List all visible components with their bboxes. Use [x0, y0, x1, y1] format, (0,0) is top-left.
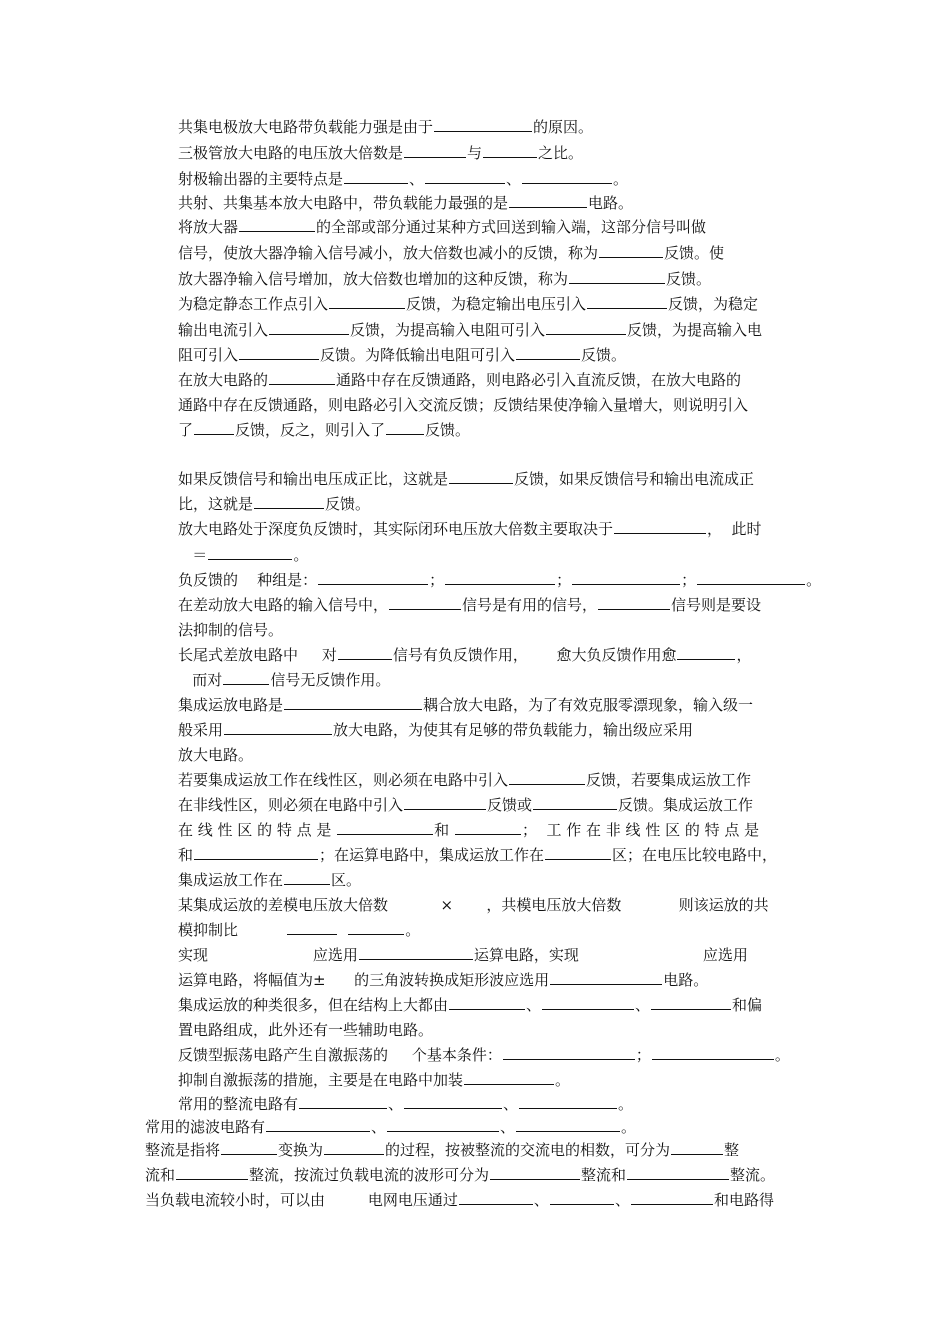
text-line: [178, 469, 754, 489]
line-text: 信号，使放大器净输入信号减小，放大倍数也减小的反馈，称为: [178, 244, 599, 262]
line-text: 运算电路，实现 应选用: [473, 946, 748, 964]
fill-in-blank[interactable]: [627, 1165, 729, 1180]
line-text: 集成运放工作在: [178, 871, 284, 889]
fill-in-blank[interactable]: [490, 1165, 580, 1180]
fill-in-blank[interactable]: [516, 1117, 620, 1132]
fill-in-blank[interactable]: [509, 770, 585, 785]
fill-in-blank[interactable]: [533, 795, 617, 810]
line-text: ；: [556, 571, 572, 589]
line-text: 电路。: [663, 971, 709, 989]
line-text: 射极输出器的主要特点是: [178, 170, 344, 188]
line-text: 与: [467, 144, 483, 162]
text-line: [178, 995, 762, 1015]
fill-in-blank[interactable]: [324, 1140, 384, 1155]
line-text: 如果反馈信号和输出电压成正比，这就是: [178, 470, 449, 488]
line-text: 。: [806, 571, 822, 589]
fill-in-blank[interactable]: [239, 345, 319, 360]
text-line: [178, 243, 724, 263]
line-text: 、: [506, 170, 522, 188]
line-text: 区。: [331, 871, 362, 889]
line-text: 某集成运放的差模电压放大倍数 × ，共模电压放大倍数 则该运放的共: [178, 896, 769, 914]
line-text: 常用的整流电路有: [178, 1095, 299, 1113]
text-line: [178, 420, 470, 440]
fill-in-blank[interactable]: [284, 695, 422, 710]
line-text: 置电路组成，此外还有一些辅助电路。: [178, 1021, 434, 1039]
line-text: 信号是有用的信号，: [462, 596, 598, 614]
fill-in-blank[interactable]: [631, 1190, 713, 1205]
text-line: [178, 294, 758, 314]
text-line: [178, 720, 693, 740]
fill-in-blank[interactable]: [254, 494, 324, 509]
fill-in-blank[interactable]: [318, 570, 428, 585]
line-text: 、: [500, 1118, 516, 1136]
fill-in-blank[interactable]: [671, 1140, 723, 1155]
line-text: 整流和: [581, 1166, 627, 1184]
line-text: 反馈。: [425, 421, 471, 439]
fill-in-blank[interactable]: [404, 143, 466, 158]
text-line: [178, 970, 708, 990]
line-text: 、: [526, 996, 542, 1014]
line-text: 区；在电压比较电路中，: [612, 846, 778, 864]
text-line: [178, 620, 283, 640]
fill-in-blank[interactable]: [483, 143, 537, 158]
line-text: 整流。: [730, 1166, 776, 1184]
text-line: [178, 269, 711, 289]
text-line: [178, 320, 762, 340]
fill-in-blank[interactable]: [425, 169, 505, 184]
line-text: 实现 应选用: [178, 946, 358, 964]
fill-in-blank[interactable]: [239, 217, 315, 232]
line-text: 反馈。: [666, 270, 712, 288]
fill-in-blank[interactable]: [449, 995, 525, 1010]
fill-in-blank[interactable]: [550, 970, 662, 985]
line-text: 反馈，为稳定: [668, 295, 759, 313]
line-text: [338, 921, 348, 939]
text-line: [178, 670, 390, 690]
fill-in-blank[interactable]: [389, 595, 461, 610]
fill-in-blank[interactable]: [284, 870, 330, 885]
line-text: 的全部或部分通过某种方式回送到输入端，这部分信号叫做: [316, 218, 707, 236]
line-text: 放大电路处于深度负反馈时，其实际闭环电压放大倍数主要取决于: [178, 520, 614, 538]
fill-in-blank[interactable]: [224, 720, 332, 735]
fill-in-blank[interactable]: [269, 370, 335, 385]
line-text: 反馈型振荡电路产生自激振荡的 个基本条件：: [178, 1046, 502, 1064]
fill-in-blank[interactable]: [652, 1045, 774, 1060]
fill-in-blank[interactable]: [445, 570, 555, 585]
line-text: 电路。: [588, 194, 634, 212]
line-text: 反馈。集成运放工作: [618, 796, 754, 814]
line-text: 的过程，按被整流的交流电的相数，可分为: [385, 1141, 671, 1159]
line-text: 、: [635, 996, 651, 1014]
line-text: 放大电路。: [178, 746, 254, 764]
line-text: ； 工 作 在 非 线 性 区 的 特 点 是: [521, 821, 760, 839]
line-text: 当负载电流较小时，可以由 电网电压通过: [145, 1191, 458, 1209]
fill-in-blank[interactable]: [569, 269, 665, 284]
line-text: ，: [736, 646, 752, 664]
fill-in-blank[interactable]: [545, 845, 611, 860]
fill-in-blank[interactable]: [208, 545, 292, 560]
fill-in-blank[interactable]: [386, 420, 424, 435]
fill-in-blank[interactable]: [697, 570, 805, 585]
text-line: [178, 645, 751, 665]
fill-in-blank[interactable]: [344, 169, 408, 184]
text-line: [178, 920, 420, 940]
line-text: 般采用: [178, 721, 224, 739]
line-text: 和电路得: [713, 1191, 774, 1209]
line-text: 变换为: [278, 1141, 324, 1159]
fill-in-blank[interactable]: [651, 995, 731, 1010]
line-text: 信号无反馈作用。: [270, 671, 391, 689]
line-text: 模抑制比: [178, 921, 286, 939]
fill-in-blank[interactable]: [503, 1045, 635, 1060]
line-text: 整流，按流过负载电流的波形可分为: [249, 1166, 490, 1184]
line-text: 为稳定静态工作点引入: [178, 295, 329, 313]
text-line: [178, 895, 769, 915]
line-text: 放大电路，为使其有足够的带负载能力，输出级应采用: [333, 721, 694, 739]
line-text: 反馈，若要集成运放工作: [586, 771, 752, 789]
line-text: 通路中存在反馈通路，则电路必引入直流反馈，在放大电路的: [336, 371, 742, 389]
text-line: [178, 143, 583, 163]
line-text: 反馈或: [487, 796, 533, 814]
fill-in-blank[interactable]: [572, 570, 680, 585]
line-text: 和偏: [732, 996, 763, 1014]
line-text: 集成运放的种类很多，但在结构上大都由: [178, 996, 449, 1014]
fill-in-blank[interactable]: [614, 519, 706, 534]
line-text: 将放大器: [178, 218, 239, 236]
line-text: ；: [635, 1046, 651, 1064]
fill-in-blank[interactable]: [359, 945, 473, 960]
line-text: 反馈。使: [664, 244, 725, 262]
line-text: 而对: [178, 671, 223, 689]
line-text: 和: [178, 846, 194, 864]
fill-in-blank[interactable]: [194, 845, 318, 860]
text-line: [178, 345, 626, 365]
text-line: [178, 519, 762, 539]
fill-in-blank[interactable]: [519, 1094, 617, 1109]
line-text: 信号有负反馈作用， 愈大负反馈作用愈: [392, 646, 677, 664]
text-line: [178, 117, 593, 137]
fill-in-blank[interactable]: [299, 1094, 387, 1109]
line-text: 反馈，如果反馈信号和输出电流成正: [514, 470, 755, 488]
fill-in-blank[interactable]: [221, 1140, 277, 1155]
fill-in-blank[interactable]: [269, 320, 349, 335]
line-text: 。: [621, 1118, 637, 1136]
line-text: 在 线 性 区 的 特 点 是: [178, 821, 337, 839]
line-text: 反馈，为提高输入电: [627, 321, 763, 339]
fill-in-blank[interactable]: [194, 420, 234, 435]
text-line: [178, 595, 761, 615]
line-text: 。: [774, 1046, 790, 1064]
fill-in-blank[interactable]: [455, 820, 521, 835]
line-text: 若要集成运放工作在线性区，则必须在电路中引入: [178, 771, 509, 789]
line-text: 。: [618, 1095, 634, 1113]
line-text: 三极管放大电路的电压放大倍数是: [178, 144, 404, 162]
fill-in-blank[interactable]: [522, 169, 612, 184]
line-text: 、: [371, 1118, 387, 1136]
fill-in-blank[interactable]: [434, 117, 532, 132]
fill-in-blank[interactable]: [266, 1117, 370, 1132]
text-line: [178, 395, 748, 415]
fill-in-blank[interactable]: [550, 1190, 614, 1205]
line-text: 之比。: [538, 144, 584, 162]
line-text: 放大器净输入信号增加，放大倍数也增加的这种反馈，称为: [178, 270, 569, 288]
line-text: 。: [293, 546, 309, 564]
line-text: 、: [388, 1095, 404, 1113]
fill-in-blank[interactable]: [587, 294, 667, 309]
fill-in-blank[interactable]: [287, 920, 337, 935]
line-text: 、: [409, 170, 425, 188]
text-line: [145, 1165, 775, 1185]
line-text: 了: [178, 421, 194, 439]
text-line: [178, 545, 308, 565]
line-text: 共射、共集基本放大电路中，带负载能力最强的是: [178, 194, 509, 212]
text-line: [178, 494, 370, 514]
line-text: 、: [533, 1191, 549, 1209]
text-line: [178, 795, 753, 815]
line-text: 整流是指将: [145, 1141, 221, 1159]
text-line: [145, 1140, 739, 1160]
line-text: 输出电流引入: [178, 321, 269, 339]
text-line: [178, 1094, 633, 1114]
text-line: [145, 1190, 774, 1210]
text-line: [178, 845, 777, 865]
line-text: 在非线性区，则必须在电路中引入: [178, 796, 404, 814]
fill-in-blank[interactable]: [404, 1094, 502, 1109]
fill-in-blank[interactable]: [449, 469, 513, 484]
text-line: [178, 770, 751, 790]
line-text: ；在运算电路中，集成运放工作在: [319, 846, 545, 864]
fill-in-blank[interactable]: [516, 345, 580, 360]
line-text: 反馈，为稳定输出电压引入: [406, 295, 587, 313]
text-line: [178, 820, 759, 840]
line-text: 比，这就是: [178, 495, 254, 513]
line-text: 流和: [145, 1166, 176, 1184]
fill-in-blank[interactable]: [387, 1117, 499, 1132]
fill-in-blank[interactable]: [329, 294, 405, 309]
line-text: 负反馈的 种组是：: [178, 571, 318, 589]
fill-in-blank[interactable]: [599, 243, 663, 258]
text-line: [145, 1117, 636, 1137]
text-line: [178, 1070, 570, 1090]
line-text: 、: [503, 1095, 519, 1113]
line-text: 共集电极放大电路带负载能力强是由于: [178, 118, 434, 136]
text-line: [178, 870, 361, 890]
line-text: 反馈，反之，则引入了: [235, 421, 386, 439]
text-line: [178, 570, 821, 590]
text-line: [178, 169, 628, 189]
fill-in-blank[interactable]: [404, 795, 486, 810]
line-text: 长尾式差放电路中 对: [178, 646, 337, 664]
fill-in-blank[interactable]: [677, 645, 735, 660]
fill-in-blank[interactable]: [598, 595, 670, 610]
line-text: 运算电路，将幅值为± 的三角波转换成矩形波应选用: [178, 971, 550, 989]
fill-in-blank[interactable]: [509, 193, 587, 208]
line-text: 。: [405, 921, 421, 939]
line-text: ；: [681, 571, 697, 589]
line-text: 反馈。: [325, 495, 371, 513]
fill-in-blank[interactable]: [542, 995, 634, 1010]
line-text: 常用的滤波电路有: [145, 1118, 266, 1136]
line-text: ＝: [178, 546, 208, 564]
line-text: 。: [613, 170, 629, 188]
line-text: 法抑制的信号。: [178, 621, 284, 639]
line-text: ；: [429, 571, 445, 589]
line-text: 的原因。: [533, 118, 594, 136]
fill-in-blank[interactable]: [459, 1190, 533, 1205]
line-text: 阻可引入: [178, 346, 239, 364]
line-text: 反馈。为降低输出电阻可引入: [320, 346, 516, 364]
text-line: [178, 370, 741, 390]
line-text: 通路中存在反馈通路，则电路必引入交流反馈；反馈结果使净输入量增大，则说明引入: [178, 396, 749, 414]
line-text: 反馈，为提高输入电阻可引入: [350, 321, 546, 339]
line-text: 耦合放大电路，为了有效克服零漂现象，输入级一: [423, 696, 754, 714]
fill-in-blank[interactable]: [223, 670, 269, 685]
text-line: [178, 1045, 790, 1065]
text-line: [178, 695, 753, 715]
text-line: [178, 945, 748, 965]
line-text: 在差动放大电路的输入信号中，: [178, 596, 389, 614]
line-text: ， 此时: [707, 520, 762, 538]
text-line: [178, 217, 706, 237]
line-text: 和: [434, 821, 454, 839]
fill-in-blank[interactable]: [546, 320, 626, 335]
fill-in-blank[interactable]: [464, 1070, 554, 1085]
line-text: 。: [555, 1071, 571, 1089]
line-text: 、: [614, 1191, 630, 1209]
line-text: 整: [724, 1141, 740, 1159]
fill-in-blank[interactable]: [348, 920, 404, 935]
line-text: 集成运放电路是: [178, 696, 284, 714]
text-line: [178, 1020, 433, 1040]
text-line: [178, 193, 633, 213]
text-line: [178, 745, 253, 765]
fill-in-blank[interactable]: [176, 1165, 248, 1180]
line-text: 信号则是要设: [671, 596, 762, 614]
fill-in-blank[interactable]: [338, 645, 392, 660]
fill-in-blank[interactable]: [337, 820, 433, 835]
line-text: 抑制自激振荡的措施，主要是在电路中加装: [178, 1071, 464, 1089]
line-text: 在放大电路的: [178, 371, 269, 389]
line-text: 反馈。: [581, 346, 627, 364]
